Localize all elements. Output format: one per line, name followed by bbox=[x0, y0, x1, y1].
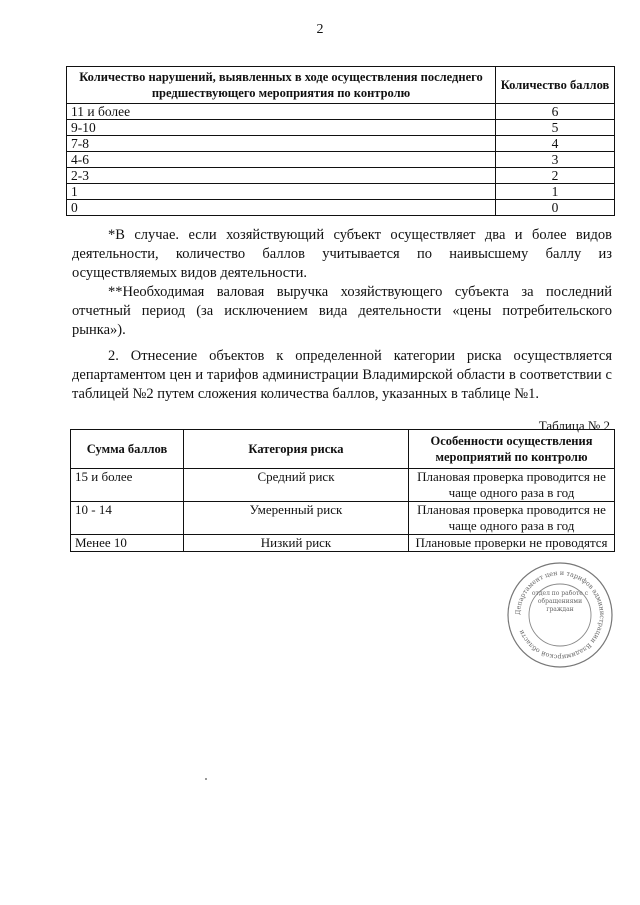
points-cell: 4 bbox=[496, 136, 615, 152]
points-cell: 3 bbox=[496, 152, 615, 168]
violations-cell: 2-3 bbox=[67, 168, 496, 184]
page-number: 2 bbox=[316, 22, 324, 37]
table-row bbox=[71, 535, 615, 552]
violations-header: Количество нарушений, выявленных в ходе осуществления последнего предшествующего мероприятия по контролю bbox=[67, 67, 496, 104]
violations-cell: 4-6 bbox=[67, 152, 496, 168]
paragraph-risk-category: 2. Отнесение объектов к определенной категории риска осуществляется департаментом цен и тарифов администрации Владимирской области в соответствии с таблицей №2 путем сложения количества баллов, указанных в таблице №1. bbox=[72, 348, 612, 402]
points-cell: 5 bbox=[496, 120, 615, 136]
score-sum-header: Сумма баллов bbox=[71, 430, 184, 469]
table-row bbox=[67, 152, 615, 168]
violations-cell: 7-8 bbox=[67, 136, 496, 152]
violations-cell: 11 и более bbox=[67, 104, 496, 120]
footnote-multiple-activities: *В случае. если хозяйствующий субъект осуществляет два и более видов деятельности, количество баллов учитывается по наивысшему баллу из осуществляемых видов деятельности. bbox=[72, 227, 612, 281]
risk-category-table bbox=[70, 429, 615, 552]
control-features-cell: Плановые проверки не проводятся bbox=[409, 535, 615, 552]
risk-category-cell: Умеренный риск bbox=[184, 502, 409, 535]
score-sum-cell: 15 и более bbox=[71, 469, 184, 502]
violations-points-table bbox=[66, 66, 615, 216]
table-row bbox=[67, 136, 615, 152]
table-row bbox=[71, 502, 615, 535]
control-features-cell: Плановая проверка проводится не чаще одного раза в год bbox=[409, 502, 615, 535]
risk-category-header: Категория риска bbox=[184, 430, 409, 469]
table-row bbox=[67, 168, 615, 184]
stamp-seal-icon bbox=[505, 560, 615, 670]
scan-speck bbox=[205, 778, 207, 780]
stamp-ring-text: Департамент цен и тарифов администрации Владимирской области bbox=[513, 568, 607, 662]
control-features-header: Особенности осуществления мероприятий по контролю bbox=[409, 430, 615, 469]
points-cell: 6 bbox=[496, 104, 615, 120]
table-row bbox=[71, 469, 615, 502]
table-row bbox=[67, 120, 615, 136]
table-row bbox=[67, 184, 615, 200]
score-sum-cell: 10 - 14 bbox=[71, 502, 184, 535]
risk-category-cell: Низкий риск bbox=[184, 535, 409, 552]
table-header-row bbox=[67, 67, 615, 104]
points-cell: 1 bbox=[496, 184, 615, 200]
official-stamp bbox=[505, 560, 615, 670]
risk-category-cell: Средний риск bbox=[184, 469, 409, 502]
table-row bbox=[67, 200, 615, 216]
points-cell: 0 bbox=[496, 200, 615, 216]
control-features-cell: Плановая проверка проводится не чаще одного раза в год bbox=[409, 469, 615, 502]
footnote-gross-revenue: **Необходимая валовая выручка хозяйствующего субъекта за последний отчетный период (за исключением вида деятельности «цены потребительского рынка»). bbox=[72, 284, 612, 338]
table-header-row bbox=[71, 430, 615, 469]
violations-cell: 9-10 bbox=[67, 120, 496, 136]
points-cell: 2 bbox=[496, 168, 615, 184]
score-sum-cell: Менее 10 bbox=[71, 535, 184, 552]
table2-caption: Таблица № 2 bbox=[538, 418, 610, 433]
violations-cell: 0 bbox=[67, 200, 496, 216]
violations-cell: 1 bbox=[67, 184, 496, 200]
table-row bbox=[67, 104, 615, 120]
points-header: Количество баллов bbox=[496, 67, 615, 104]
stamp-center-text: отдел по работе с обращениями граждан bbox=[531, 590, 589, 613]
